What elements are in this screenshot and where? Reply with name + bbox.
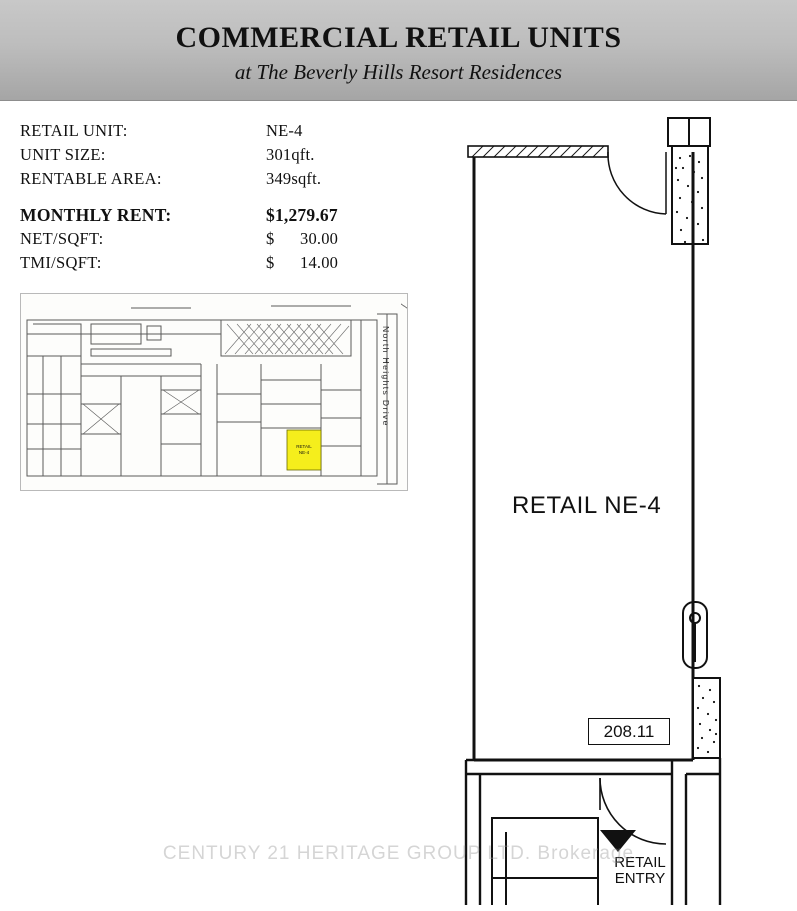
detail-label: UNIT SIZE: xyxy=(20,145,106,164)
amount: 14.00 xyxy=(300,253,339,272)
key-plan-street-label: North Heights Drive xyxy=(381,326,391,427)
unit-details xyxy=(20,121,420,277)
unit-plan-label: RETAIL NE-4 xyxy=(512,492,662,519)
detail-value xyxy=(266,253,420,273)
detail-value xyxy=(266,229,420,249)
monthly-rent-label: MONTHLY RENT: xyxy=(20,205,172,225)
brokerage-watermark: CENTURY 21 HERITAGE GROUP LTD. Brokerage xyxy=(162,843,635,864)
detail-label: RETAIL UNIT: xyxy=(20,121,128,140)
detail-row-unit-size xyxy=(20,145,420,169)
detail-value: 349sqft. xyxy=(266,169,322,188)
retail-entry-line-2: ENTRY xyxy=(614,869,666,887)
detail-label: TMI/SQFT: xyxy=(20,253,102,272)
detail-row-retail-unit xyxy=(20,121,420,145)
dimension-value: 208.11 xyxy=(603,721,655,741)
key-plan-highlight-label-1: RETAIL xyxy=(296,444,312,449)
retail-entry-line-1: RETAIL xyxy=(614,854,666,871)
entry-arrow-icon xyxy=(600,830,636,852)
page-header xyxy=(0,0,797,101)
page-subtitle: at The Beverly Hills Resort Residences xyxy=(234,60,563,84)
retail-entry-label xyxy=(592,855,688,887)
upper-shaft-stipple xyxy=(675,155,704,243)
key-plan-highlight-label-2: NE-4 xyxy=(298,450,310,455)
dimension-callout xyxy=(588,718,670,745)
bottom-left-rooms xyxy=(492,818,598,905)
monthly-rent-value: $1,279.67 xyxy=(266,205,338,225)
detail-value: 301qft. xyxy=(266,145,315,164)
amount: 30.00 xyxy=(300,229,339,248)
detail-label: RENTABLE AREA: xyxy=(20,169,162,188)
detail-value: NE-4 xyxy=(266,121,303,140)
upper-shaft xyxy=(668,118,710,244)
key-plan-drawing xyxy=(21,294,407,490)
detail-row-tmi-sqft xyxy=(20,253,420,277)
currency-symbol: $ xyxy=(266,253,275,272)
door-swing-top xyxy=(608,152,666,214)
detail-row-rentable-area xyxy=(20,169,420,193)
top-wall-hatch xyxy=(468,146,608,157)
currency-symbol: $ xyxy=(266,229,275,248)
page-title: COMMERCIAL RETAIL UNITS xyxy=(175,21,622,54)
lower-shaft xyxy=(683,602,707,668)
detail-row-net-sqft xyxy=(20,229,420,253)
detail-row-monthly-rent xyxy=(20,205,420,229)
detail-spacer xyxy=(20,193,420,205)
lower-stipple-column xyxy=(693,678,720,758)
detail-label: NET/SQFT: xyxy=(20,229,104,248)
key-plan-thumbnail xyxy=(20,293,408,491)
